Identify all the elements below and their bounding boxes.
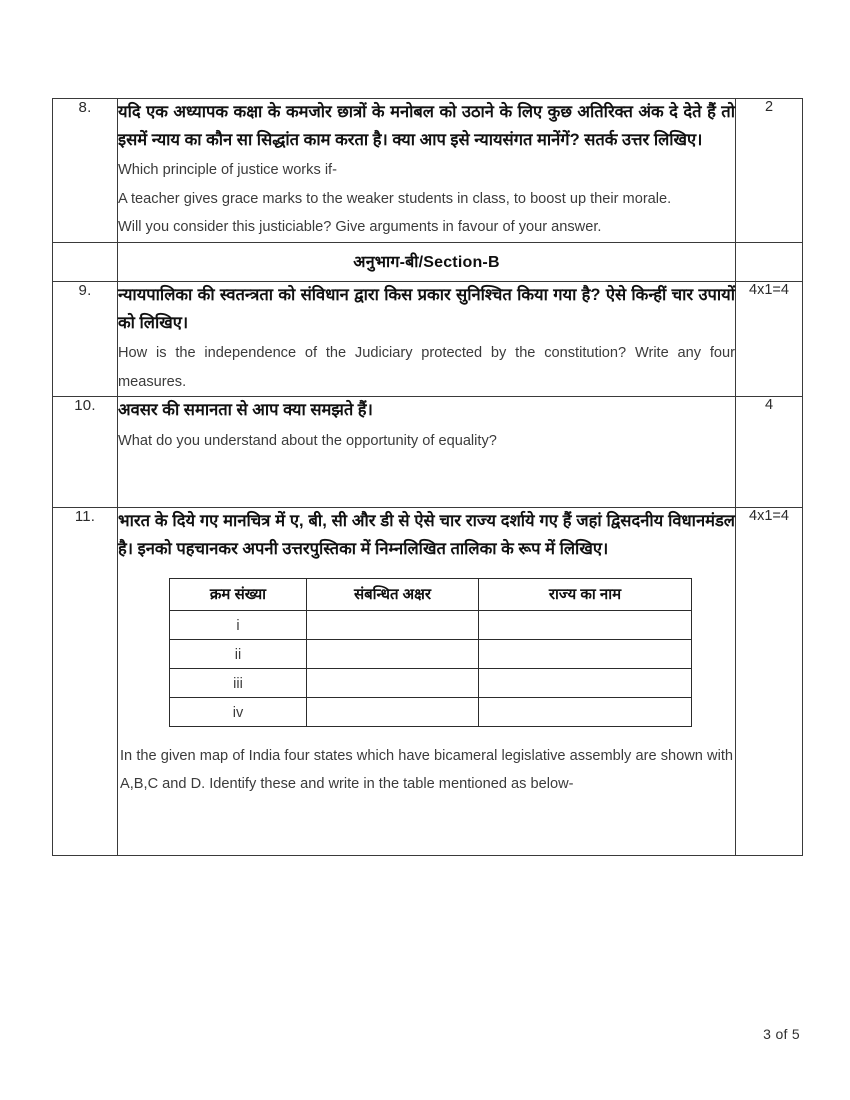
answer-letter-cell[interactable]	[307, 668, 479, 697]
answer-table-header-letter: संबन्धित अक्षर	[307, 578, 479, 610]
answer-table-header-row	[170, 578, 692, 610]
answer-state-cell[interactable]	[479, 668, 692, 697]
question-hindi-text: न्यायपालिका की स्वतन्त्रता को संविधान द्वारा किस प्रकार सुनिश्चित किया गया है? ऐसे किन्हीं चार उपायों को लिखिए।	[118, 285, 735, 332]
section-title: अनुभाग-बी/Section-B	[353, 253, 500, 271]
answer-state-cell[interactable]	[479, 639, 692, 668]
table-row	[53, 508, 803, 855]
question-english-line: Which principle of justice works if-	[118, 162, 337, 179]
question-hindi-text: अवसर की समानता से आप क्या समझते हैं।	[118, 401, 373, 420]
answer-state-cell[interactable]	[479, 697, 692, 726]
table-row	[53, 99, 803, 243]
section-number-cell	[53, 242, 118, 281]
table-row	[53, 281, 803, 396]
spacer	[118, 455, 735, 507]
question-hindi-text: भारत के दिये गए मानचित्र में ए, बी, सी और डी से ऐसे चार राज्य दर्शाये गए हैं जहां द्विसदनीय विधानमंडल है। इनको पहचानकर अपनी उत्तरपुस्तिका में निम्नलिखित तालिका के रूप में लिखिए।	[118, 512, 735, 559]
question-number-cell: 11.	[53, 508, 118, 855]
answer-table-row	[170, 639, 692, 668]
question-english-block	[118, 733, 735, 803]
answer-table-header-state: राज्य का नाम	[479, 578, 692, 610]
answer-serial-cell: ii	[170, 639, 307, 668]
answer-letter-cell[interactable]	[307, 639, 479, 668]
section-title-cell	[118, 242, 736, 281]
answer-table-row	[170, 610, 692, 639]
answer-table-wrapper	[118, 566, 735, 733]
answer-letter-cell[interactable]	[307, 697, 479, 726]
question-marks-cell: 2	[736, 99, 803, 243]
question-english-line: A teacher gives grace marks to the weaker students in class, to boost up their morale.	[118, 190, 672, 207]
question-english-line: Will you consider this justiciable? Give arguments in favour of your answer.	[118, 219, 602, 236]
question-body-cell	[118, 99, 736, 243]
answer-serial-cell: iii	[170, 668, 307, 697]
answer-table-row	[170, 668, 692, 697]
question-body-cell	[118, 397, 736, 508]
question-number-cell: 8.	[53, 99, 118, 243]
question-english-line: In the given map of India four states which have bicameral legislative assembly are shown with A,B,C and D. Identify these and write in the table mentioned as below-	[120, 747, 733, 793]
page-footer: 3 of 5	[763, 1026, 800, 1042]
section-header-row	[53, 242, 803, 281]
question-marks-cell: 4x1=4	[736, 281, 803, 396]
answer-state-cell[interactable]	[479, 610, 692, 639]
answer-serial-cell: i	[170, 610, 307, 639]
question-marks-cell: 4x1=4	[736, 508, 803, 855]
question-marks-cell: 4	[736, 397, 803, 508]
answer-letter-cell[interactable]	[307, 610, 479, 639]
question-body-cell	[118, 281, 736, 396]
answer-table-header-serial: क्रम संख्या	[170, 578, 307, 610]
question-english-line: How is the independence of the Judiciary protected by the constitution? Write any four measures.	[118, 345, 735, 390]
question-number-cell: 9.	[53, 281, 118, 396]
section-marks-cell	[736, 242, 803, 281]
question-table	[52, 98, 803, 856]
answer-serial-cell: iv	[170, 697, 307, 726]
question-english-line: What do you understand about the opportunity of equality?	[118, 432, 497, 449]
answer-table[interactable]	[169, 578, 692, 727]
table-row	[53, 397, 803, 508]
question-hindi-text: यदि एक अध्यापक कक्षा के कमजोर छात्रों के मनोबल को उठाने के लिए कुछ अतिरिक्त अंक दे देते हैं तो इसमें न्याय का कौन सा सिद्धांत काम करता है। क्या आप इसे न्यायसंगत मानेंगें? सतर्क उत्तर लिखिए।	[118, 103, 735, 149]
question-number-cell: 10.	[53, 397, 118, 508]
question-body-cell	[118, 508, 736, 855]
spacer	[118, 803, 735, 855]
answer-table-row	[170, 697, 692, 726]
